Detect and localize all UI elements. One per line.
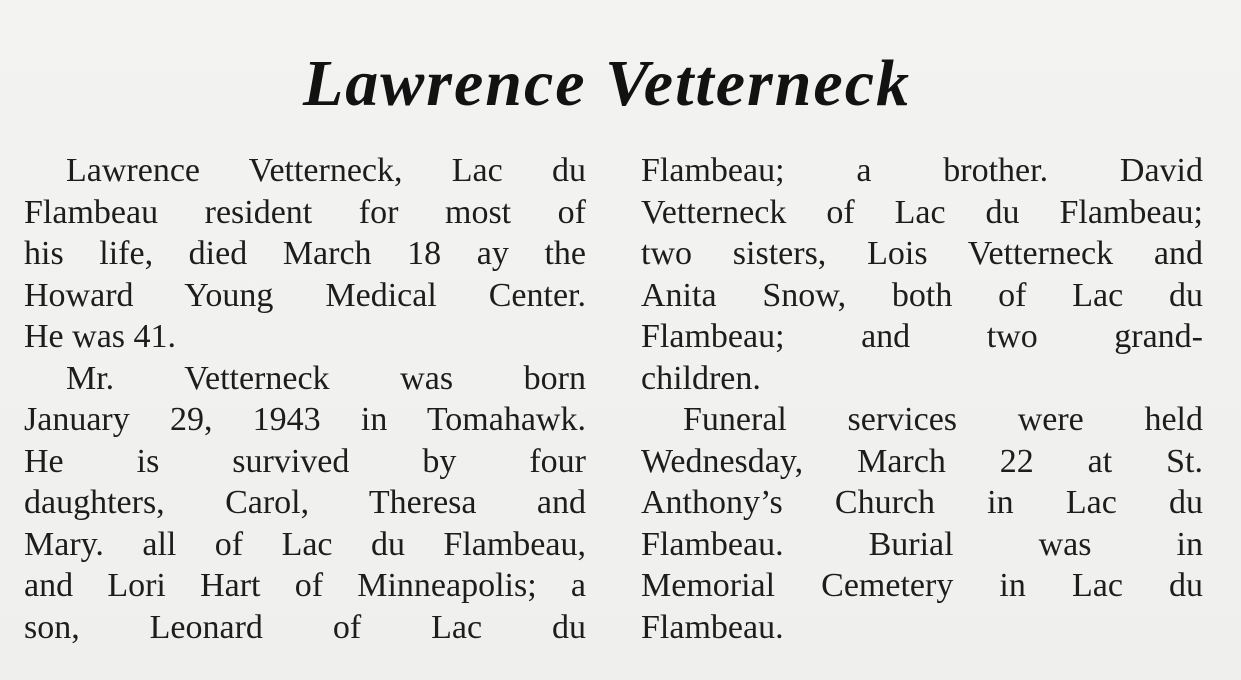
text-line: Flambeau. xyxy=(641,608,784,646)
text-line: Flambeau; and two grand- xyxy=(641,318,1203,355)
text-line: son, Leonard of Lac du xyxy=(24,608,586,646)
text-line: Flambeau; a brother. David xyxy=(641,152,1203,189)
text-line: Lawrence Vetterneck, Lac du xyxy=(66,152,586,189)
text-line: Anthony’s Church in Lac du xyxy=(641,484,1203,521)
text-line: Flambeau resident for most of xyxy=(24,193,586,231)
text-line: January 29, 1943 in Tomahawk. xyxy=(24,401,586,438)
text-line: Howard Young Medical Center. xyxy=(24,276,586,314)
text-line: and Lori Hart of Minneapolis; a xyxy=(24,567,586,604)
text-line: his life, died March 18 ay the xyxy=(24,235,586,272)
left-column xyxy=(24,150,586,648)
text-line: Funeral services were held xyxy=(683,401,1203,438)
text-line: Flambeau. Burial was in xyxy=(641,525,1203,563)
text-line: daughters, Carol, Theresa and xyxy=(24,484,586,521)
text-line: two sisters, Lois Vetterneck and xyxy=(641,235,1203,272)
text-line: He is survived by four xyxy=(24,442,586,480)
text-line: children. xyxy=(641,359,761,397)
text-line: He was 41. xyxy=(24,318,177,355)
text-line: Mary. all of Lac du Flambeau, xyxy=(24,525,586,563)
obituary-headline: Lawrence Vetterneck xyxy=(302,47,912,120)
text-line: Vetterneck of Lac du Flambeau; xyxy=(641,193,1203,231)
right-column xyxy=(641,150,1203,648)
text-line: Mr. Vetterneck was born xyxy=(66,359,586,397)
text-line: Anita Snow, both of Lac du xyxy=(641,276,1203,314)
text-line: Wednesday, March 22 at St. xyxy=(641,442,1203,480)
text-line: Memorial Cemetery in Lac du xyxy=(641,567,1203,604)
